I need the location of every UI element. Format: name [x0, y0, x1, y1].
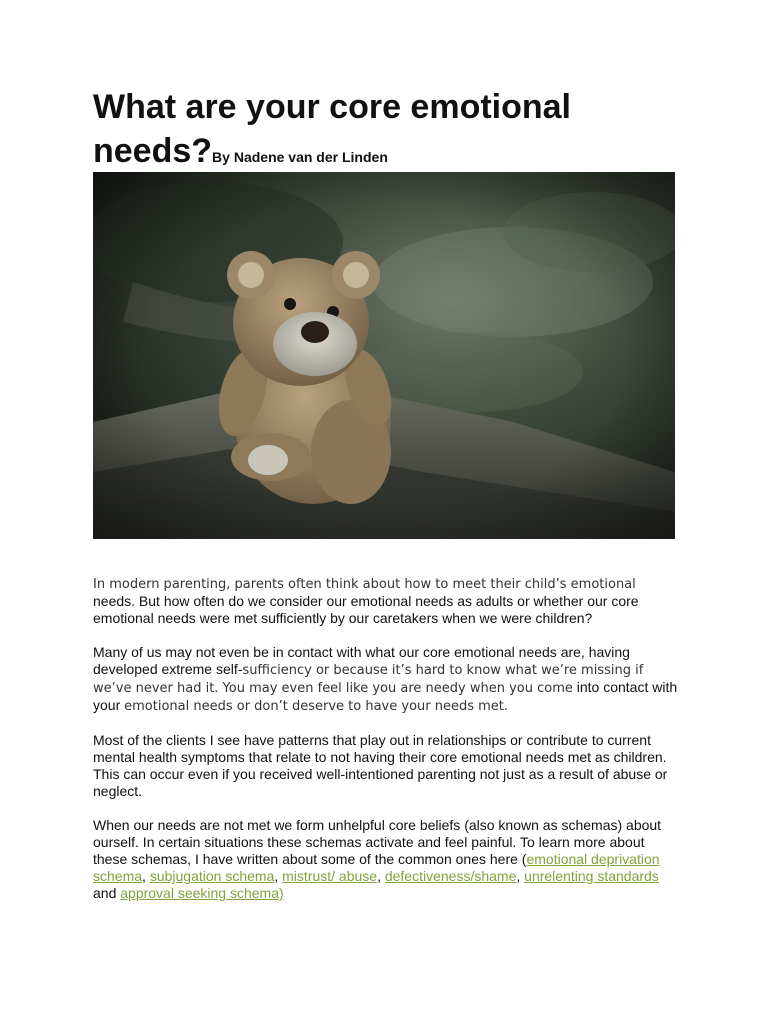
separator: , [142, 868, 150, 884]
separator: , [516, 868, 525, 884]
paragraph-2-end: emotional needs or don’t deserve to have your needs met. [124, 699, 509, 714]
byline: By Nadene van der Linden [212, 149, 388, 165]
teddy-bear-illustration [93, 172, 675, 539]
paragraph-3: Most of the clients I see have patterns that play out in relationships or contribute to current mental health symptoms that relate to not having their core emotional needs met as children. This can occur even if you received well-intentioned parenting not just as a result of abuse or neglect. [93, 732, 668, 799]
paragraph-4 [93, 817, 678, 902]
conjunction-and: and [93, 885, 117, 901]
title-text: What are your core emotional needs? [93, 88, 571, 170]
link-approval-seeking-schema[interactable]: approval seeking schema) [120, 885, 284, 901]
paragraph-4-text: When our needs are not met we form unhelpful core beliefs (also known as schemas) about ourself. In certain situations these schemas activate and feel painful. To learn more about these schemas, I have written about some of the common ones here ( [93, 817, 662, 867]
article-body [93, 575, 678, 919]
link-emotional-deprivation-schema[interactable]: emotional deprivation schema [93, 851, 660, 884]
paragraph-1-lead: In modern parenting, parents often think about how to meet their child’s emotional [93, 577, 636, 592]
paragraph-1-rest: needs. But how often do we consider our emotional needs as adults or whether our core emotional needs were met sufficiently by our caretakers when we were children? [93, 593, 639, 626]
paragraph-2-lead: Many of us may not even be in contact with what our core emotional needs are, having developed extreme self- [93, 644, 630, 677]
paragraph-2 [93, 644, 678, 715]
link-mistrust-abuse[interactable]: mistrust/ abuse [282, 868, 378, 884]
link-subjugation-schema[interactable]: subjugation schema [149, 868, 275, 884]
paragraph-2-middle: sufficiency or because it’s hard to know what we’re missing if we’ve never had it. You may even feel like you are needy when you come [93, 663, 644, 696]
link-defectiveness-shame[interactable]: defectiveness/shame [384, 868, 517, 884]
separator: , [274, 868, 283, 884]
paragraph-1 [93, 575, 678, 627]
teddy-bear-photo [93, 172, 675, 539]
article-title [93, 85, 678, 173]
link-unrelenting-standards[interactable]: unrelenting standards [524, 868, 659, 884]
separator: , [377, 868, 385, 884]
document-page [93, 85, 678, 901]
paragraph-2-join: into contact with your [93, 679, 678, 713]
